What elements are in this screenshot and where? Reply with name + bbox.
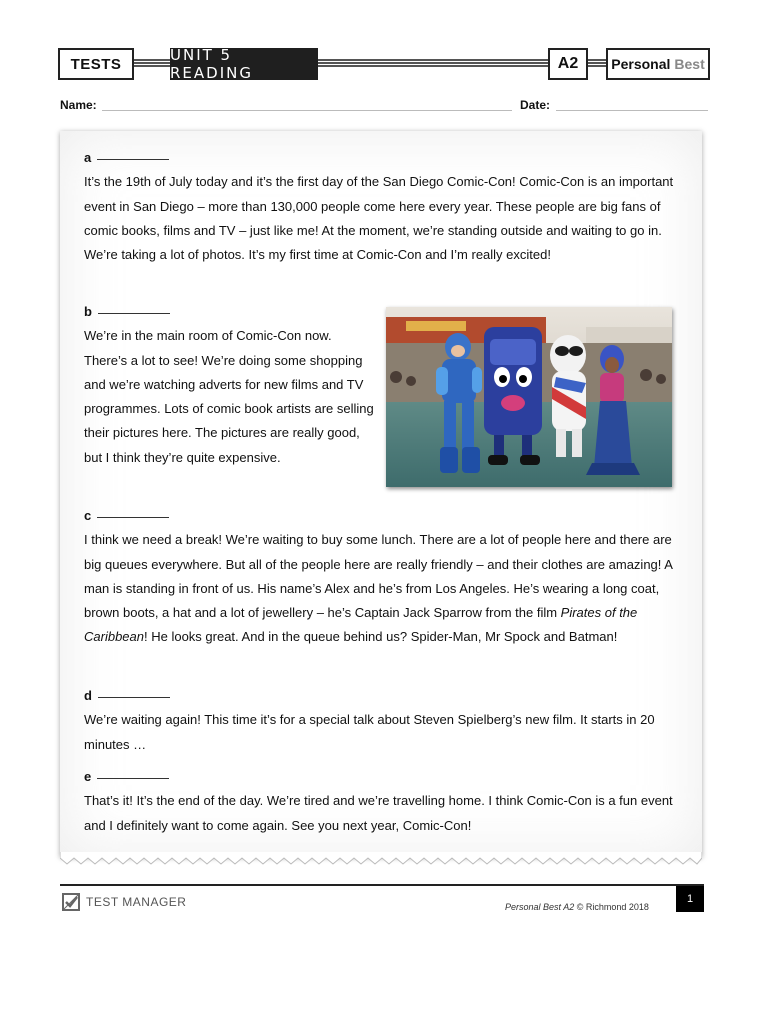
checkbox-logo-icon [62, 893, 80, 911]
brand-main: Personal [611, 56, 671, 72]
page-number: 1 [676, 886, 704, 912]
section-d [84, 684, 674, 757]
date-label: Date: [520, 98, 551, 112]
film-title: Pirates of the Caribbean [84, 605, 638, 645]
answer-blank[interactable] [97, 159, 169, 160]
brand-logo [606, 48, 710, 80]
answer-blank[interactable] [97, 517, 169, 518]
test-manager-logo [62, 893, 186, 911]
answer-blank[interactable] [97, 778, 169, 779]
section-label: c [84, 504, 674, 528]
section-a [84, 146, 674, 267]
section-e [84, 765, 674, 838]
name-field[interactable] [102, 110, 512, 111]
section-b [84, 300, 374, 470]
section-text: I think we need a break! We’re waiting to buy some lunch. There are a lot of people here and there are big queues everywhere. But all of the people here are really friendly – and their clothes are amazing! A man is standing in front of us. His name’s Alex and he’s from Los Angeles. He’s wearing a long coat, brown boots, a hat and a lot of jewellery – he’s Captain Jack Sparrow from the film Pirates of the Caribbean! He looks great. And in the queue behind us? Spider-Man, Mr Spock and Batman! [84, 532, 673, 645]
footer-rule [60, 884, 704, 886]
section-text: We’re waiting again! This time it’s for a special talk about Steven Spielberg’s new film. It starts in 20 minutes … [84, 712, 655, 752]
answer-blank[interactable] [98, 313, 170, 314]
level-badge: A2 [548, 48, 588, 80]
comic-con-photo [386, 307, 672, 487]
name-label: Name: [60, 98, 97, 112]
section-text: It’s the 19th of July today and it’s the first day of the San Diego Comic-Con! Comic-Con is an important event in San Diego – more than 130,000 people come here every year. These people are big fans of comic books, films and TV – just like me! At the moment, we’re standing outside and waiting to go in. We’re taking a lot of photos. It’s my first time at Comic-Con and I’m really excited! [84, 174, 674, 263]
tests-label: TESTS [58, 48, 134, 80]
section-label: b [84, 300, 374, 324]
section-label: e [84, 765, 674, 789]
unit-title: UNIT 5 READING [170, 48, 318, 80]
section-c [84, 504, 674, 650]
answer-blank[interactable] [98, 697, 170, 698]
section-label: d [84, 684, 674, 708]
section-text: That’s it! It’s the end of the day. We’re tired and we’re travelling home. I think Comic-Con is a fun event and I definitely want to come again. See you next year, Comic-Con! [84, 793, 673, 833]
logo-text: TEST MANAGER [86, 895, 187, 909]
section-label: a [84, 146, 674, 170]
date-field[interactable] [556, 110, 708, 111]
worksheet-header [58, 48, 710, 80]
section-text: We’re in the main room of Comic-Con now. There’s a lot to see! We’re doing some shopping and we’re watching adverts for new films and TV programmes. Lots of comic book artists are selling their pictures here. The pictures are really good, but I think they’re quite expensive. [84, 328, 374, 465]
torn-edge [60, 852, 702, 866]
brand-accent: Best [674, 56, 705, 72]
copyright-text: Personal Best A2 © Richmond 2018 [505, 902, 649, 912]
